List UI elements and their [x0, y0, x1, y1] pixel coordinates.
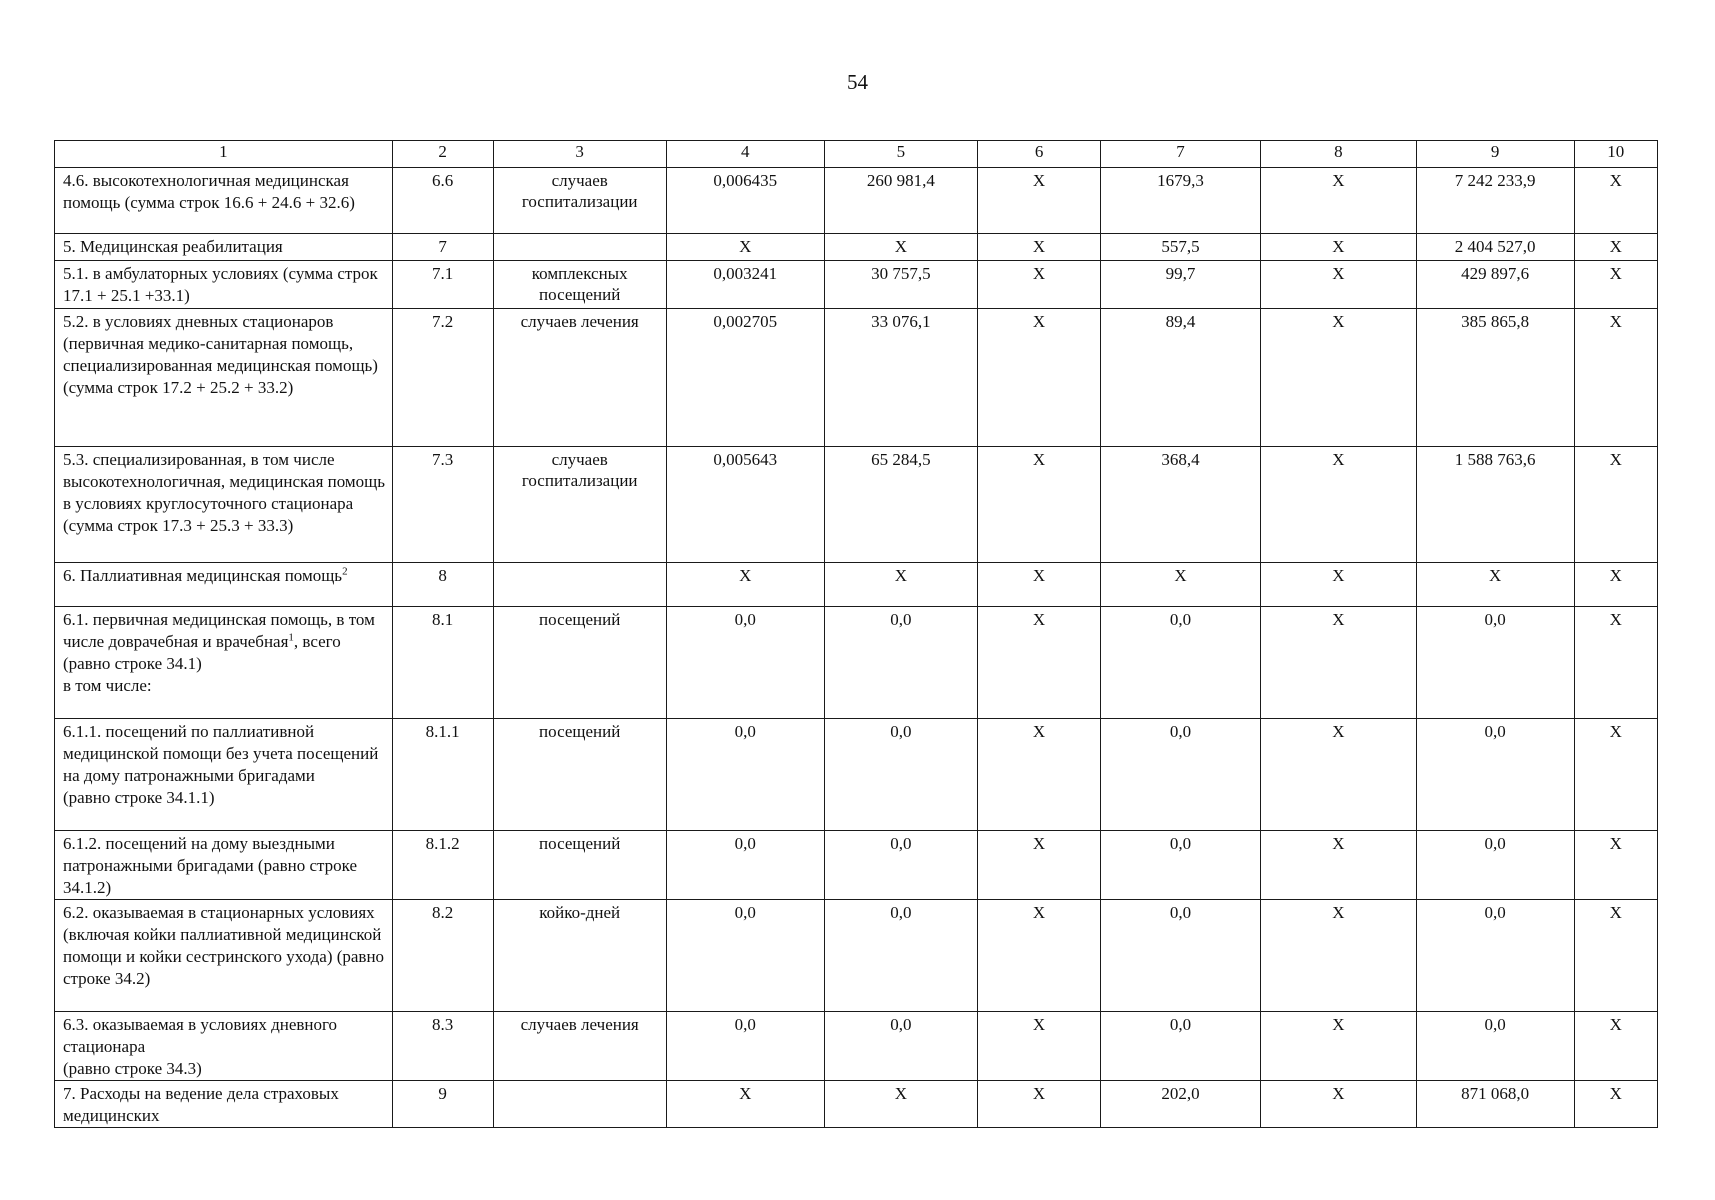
column-number-header: 2 [392, 141, 493, 168]
cell-col8: X [1261, 309, 1417, 447]
cell-col6: X [978, 607, 1101, 719]
row-unit: случаев госпитализации [493, 447, 666, 563]
cell-col10: X [1574, 900, 1657, 1012]
cell-col5: 30 757,5 [824, 261, 978, 309]
row-unit [493, 1081, 666, 1128]
cell-col4: 0,0 [666, 1012, 824, 1081]
cell-col9: 871 068,0 [1416, 1081, 1574, 1128]
cell-col6: X [978, 309, 1101, 447]
cell-col6: X [978, 1081, 1101, 1128]
cell-col4: 0,005643 [666, 447, 824, 563]
table-header-row [55, 141, 1658, 168]
row-unit: случаев госпитализации [493, 168, 666, 234]
cell-col8: X [1261, 168, 1417, 234]
row-code: 8 [392, 563, 493, 607]
row-name: 4.6. высокотехнологичная медицинская помощь (сумма строк 16.6 + 24.6 + 32.6) [55, 168, 393, 234]
cell-col6: X [978, 234, 1101, 261]
cell-col9: 0,0 [1416, 900, 1574, 1012]
row-unit: комплексных посещений [493, 261, 666, 309]
row-name: 6.2. оказываемая в стационарных условиях (включая койки паллиативной медицинской помощи и койки сестринского ухода) (равно строке 34.2) [55, 900, 393, 1012]
cell-col10: X [1574, 607, 1657, 719]
cell-col7: 99,7 [1100, 261, 1260, 309]
cell-col7: 0,0 [1100, 900, 1260, 1012]
row-code: 8.3 [392, 1012, 493, 1081]
cell-col7: 1679,3 [1100, 168, 1260, 234]
cell-col7: 89,4 [1100, 309, 1260, 447]
column-number-header: 3 [493, 141, 666, 168]
row-code: 8.1 [392, 607, 493, 719]
cell-col8: X [1261, 563, 1417, 607]
cell-col7: 0,0 [1100, 1012, 1260, 1081]
cell-col10: X [1574, 563, 1657, 607]
row-name: 5. Медицинская реабилитация [55, 234, 393, 261]
cell-col4: X [666, 563, 824, 607]
cell-col8: X [1261, 234, 1417, 261]
cell-col4: X [666, 234, 824, 261]
cell-col5: 260 981,4 [824, 168, 978, 234]
cell-col7: 0,0 [1100, 831, 1260, 900]
row-name: 6.1.1. посещений по паллиативной медицинской помощи без учета посещений на дому патронажными бригадами (равно строке 34.1.1) [55, 719, 393, 831]
row-code: 7 [392, 234, 493, 261]
row-code: 9 [392, 1081, 493, 1128]
table-row [55, 831, 1658, 900]
cell-col6: X [978, 563, 1101, 607]
cell-col10: X [1574, 234, 1657, 261]
cell-col9: 1 588 763,6 [1416, 447, 1574, 563]
row-name: 7. Расходы на ведение дела страховых медицинских [55, 1081, 393, 1128]
cell-col5: X [824, 234, 978, 261]
cell-col6: X [978, 719, 1101, 831]
column-number-header: 1 [55, 141, 393, 168]
cell-col6: X [978, 168, 1101, 234]
table-row [55, 607, 1658, 719]
row-code: 8.1.2 [392, 831, 493, 900]
footnote-mark: 1 [288, 631, 294, 644]
cell-col10: X [1574, 261, 1657, 309]
cell-col9: 0,0 [1416, 607, 1574, 719]
table-row [55, 1081, 1658, 1128]
row-name: 5.2. в условиях дневных стационаров (первичная медико-санитарная помощь, специализированная медицинская помощь) (сумма строк 17.2 + 25.2 + 33.2) [55, 309, 393, 447]
cell-col4: 0,0 [666, 900, 824, 1012]
cell-col9: 0,0 [1416, 719, 1574, 831]
cell-col10: X [1574, 719, 1657, 831]
cell-col9: 2 404 527,0 [1416, 234, 1574, 261]
table-row [55, 563, 1658, 607]
row-code: 7.1 [392, 261, 493, 309]
cell-col9: 7 242 233,9 [1416, 168, 1574, 234]
cell-col4: 0,0 [666, 607, 824, 719]
cell-col5: 0,0 [824, 607, 978, 719]
column-number-header: 9 [1416, 141, 1574, 168]
cell-col5: X [824, 1081, 978, 1128]
cell-col10: X [1574, 309, 1657, 447]
row-unit: посещений [493, 607, 666, 719]
cell-col9: 385 865,8 [1416, 309, 1574, 447]
column-number-header: 10 [1574, 141, 1657, 168]
table-row [55, 309, 1658, 447]
table-row [55, 261, 1658, 309]
column-number-header: 5 [824, 141, 978, 168]
cell-col8: X [1261, 900, 1417, 1012]
row-code: 7.2 [392, 309, 493, 447]
cell-col4: 0,0 [666, 719, 824, 831]
table-row [55, 900, 1658, 1012]
cell-col10: X [1574, 447, 1657, 563]
table-row [55, 1012, 1658, 1081]
cell-col7: 557,5 [1100, 234, 1260, 261]
row-unit: случаев лечения [493, 309, 666, 447]
cell-col6: X [978, 900, 1101, 1012]
footnote-mark: 2 [342, 565, 348, 578]
column-number-header: 7 [1100, 141, 1260, 168]
cell-col7: 202,0 [1100, 1081, 1260, 1128]
cell-col10: X [1574, 1081, 1657, 1128]
cell-col8: X [1261, 1012, 1417, 1081]
cell-col7: X [1100, 563, 1260, 607]
cell-col8: X [1261, 831, 1417, 900]
column-number-header: 4 [666, 141, 824, 168]
column-number-header: 6 [978, 141, 1101, 168]
row-unit [493, 234, 666, 261]
cell-col5: 0,0 [824, 719, 978, 831]
cell-col4: 0,002705 [666, 309, 824, 447]
cell-col8: X [1261, 719, 1417, 831]
row-name: 6.1. первичная медицинская помощь, в том числе доврачебная и врачебная$^1$, всего (равно строке 34.1) в том числе: [55, 607, 393, 719]
row-unit: посещений [493, 719, 666, 831]
cell-col5: 65 284,5 [824, 447, 978, 563]
row-name: 6.3. оказываемая в условиях дневного стационара (равно строке 34.3) [55, 1012, 393, 1081]
cell-col5: 0,0 [824, 900, 978, 1012]
page-number: 54 [847, 70, 868, 94]
table-row [55, 719, 1658, 831]
cell-col8: X [1261, 261, 1417, 309]
cell-col8: X [1261, 607, 1417, 719]
cell-col5: 0,0 [824, 1012, 978, 1081]
cell-col9: X [1416, 563, 1574, 607]
cell-col6: X [978, 831, 1101, 900]
cell-col4: 0,0 [666, 831, 824, 900]
row-name: 6.1.2. посещений на дому выездными патронажными бригадами (равно строке 34.1.2) [55, 831, 393, 900]
cell-col5: 0,0 [824, 831, 978, 900]
row-name: 5.1. в амбулаторных условиях (сумма строк 17.1 + 25.1 +33.1) [55, 261, 393, 309]
column-number-header: 8 [1261, 141, 1417, 168]
cell-col10: X [1574, 168, 1657, 234]
data-table [54, 140, 1658, 1128]
cell-col5: 33 076,1 [824, 309, 978, 447]
cell-col10: X [1574, 1012, 1657, 1081]
row-code: 7.3 [392, 447, 493, 563]
cell-col10: X [1574, 831, 1657, 900]
row-code: 8.1.1 [392, 719, 493, 831]
cell-col9: 0,0 [1416, 1012, 1574, 1081]
cell-col9: 429 897,6 [1416, 261, 1574, 309]
row-code: 6.6 [392, 168, 493, 234]
cell-col6: X [978, 261, 1101, 309]
cell-col7: 0,0 [1100, 719, 1260, 831]
cell-col4: 0,003241 [666, 261, 824, 309]
cell-col6: X [978, 1012, 1101, 1081]
cell-col7: 0,0 [1100, 607, 1260, 719]
cell-col6: X [978, 447, 1101, 563]
row-unit: случаев лечения [493, 1012, 666, 1081]
table-row [55, 168, 1658, 234]
cell-col8: X [1261, 1081, 1417, 1128]
cell-col8: X [1261, 447, 1417, 563]
row-unit: посещений [493, 831, 666, 900]
table-row [55, 447, 1658, 563]
row-unit: койко-дней [493, 900, 666, 1012]
row-name: 5.3. специализированная, в том числе высокотехнологичная, медицинская помощь в условиях круглосуточного стационара (сумма строк 17.3 + 25.3 + 33.3) [55, 447, 393, 563]
cell-col4: X [666, 1081, 824, 1128]
cell-col4: 0,006435 [666, 168, 824, 234]
cell-col7: 368,4 [1100, 447, 1260, 563]
cell-col9: 0,0 [1416, 831, 1574, 900]
row-code: 8.2 [392, 900, 493, 1012]
table-row [55, 234, 1658, 261]
row-unit [493, 563, 666, 607]
row-name: 6. Паллиативная медицинская помощь$^2$ [55, 563, 393, 607]
cell-col5: X [824, 563, 978, 607]
